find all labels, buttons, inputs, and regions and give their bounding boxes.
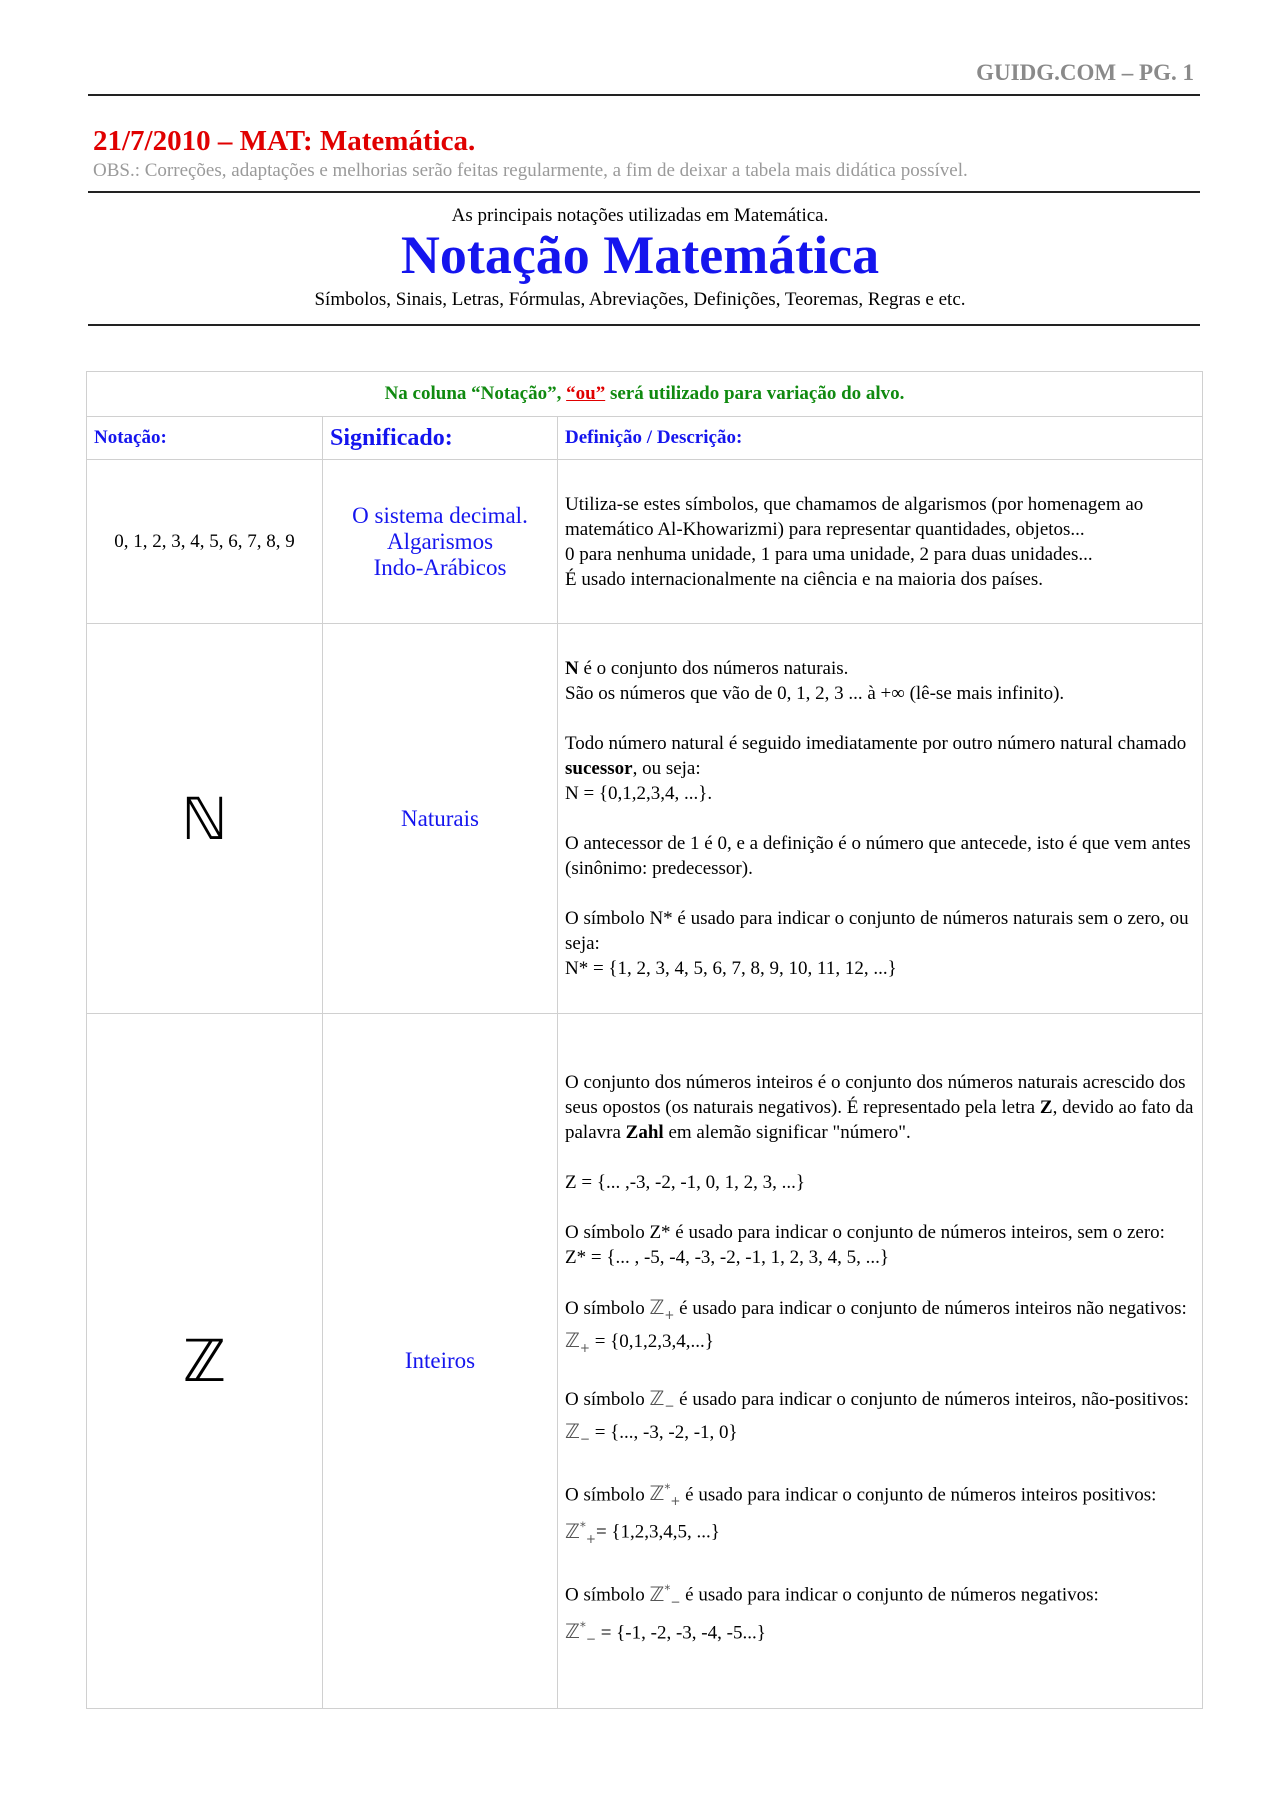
header-description: Definição / Descrição: — [558, 417, 1203, 460]
table-row — [87, 1014, 1203, 1709]
sub-sign: − — [579, 1431, 590, 1446]
description-cell — [558, 460, 1203, 624]
desc-text: , devido ao fato da palavra — [565, 1096, 1194, 1143]
date-title: 21/7/2010 – MAT: Matemática. — [93, 125, 476, 157]
desc-text: O símbolo — [565, 1584, 650, 1606]
desc-paragraph — [565, 1220, 1195, 1270]
desc-text: é o conjunto dos números naturais. — [578, 658, 849, 679]
z-letter: ℤ — [565, 1519, 580, 1543]
desc-text: = {-1, -2, -3, -4, -5...} — [595, 1622, 766, 1644]
notation-digits: 0, 1, 2, 3, 4, 5, 6, 7, 8, 9 — [114, 531, 295, 552]
desc-text: é usado para indicar o conjunto de números inteiros positivos: — [680, 1484, 1157, 1506]
desc-text: , ou seja: — [632, 758, 701, 779]
desc-text: é usado para indicar o conjunto de números inteiros, não-positivos: — [674, 1388, 1189, 1410]
meaning-line: Indo-Arábicos — [373, 554, 507, 580]
notation-cell — [87, 1014, 323, 1709]
obs-note: OBS.: Correções, adaptações e melhorias serão feitas regularmente, a fim de deixar a tabela mais didática possível. — [93, 160, 968, 181]
meaning-label: Inteiros — [404, 1348, 476, 1373]
z-minus-star-symbol — [649, 1581, 681, 1609]
desc-text: O símbolo Z* é usado para indicar o conjunto de números inteiros, sem o zero: — [565, 1221, 1165, 1243]
banner-ou: “ou” — [566, 383, 606, 404]
sub-sign: − — [664, 1398, 675, 1413]
subtitle-text: Símbolos, Sinais, Letras, Fórmulas, Abreviações, Definições, Teoremas, Regras e etc. — [314, 289, 966, 310]
desc-paragraph — [565, 1386, 1195, 1452]
integers-symbol: ℤ — [182, 1327, 227, 1395]
desc-text: é usado para indicar o conjunto de números inteiros não negativos: — [674, 1297, 1187, 1319]
desc-text: O símbolo — [565, 1388, 650, 1410]
z-letter: ℤ — [649, 1385, 665, 1410]
z-minus-symbol — [649, 1385, 675, 1413]
desc-paragraph — [565, 906, 1195, 981]
table-header-row — [87, 417, 1203, 460]
z-minus-symbol — [565, 1418, 590, 1446]
sub-sign: − — [585, 1632, 596, 1647]
notation-table — [86, 371, 1203, 1709]
desc-text: O antecessor de 1 é 0, e a definição é o número que antecede, isto é que vem antes (sinônimo: predecessor). — [565, 833, 1191, 879]
page-title: Notação Matemática — [400, 225, 880, 285]
banner-text-b: será utilizado para variação do alvo. — [605, 383, 905, 404]
table-row — [87, 460, 1203, 624]
desc-paragraph — [565, 1477, 1195, 1552]
desc-text: Todo número natural é seguido imediatamente por outro número natural chamado — [565, 733, 1187, 754]
bold-term: sucessor — [565, 758, 633, 779]
sub-sign: + — [664, 1307, 675, 1322]
desc-text: é usado para indicar o conjunto de números negativos: — [680, 1584, 1099, 1606]
sup-star: * — [579, 1619, 586, 1634]
z-plus-symbol — [565, 1327, 590, 1355]
table-banner — [87, 372, 1203, 417]
divider — [88, 191, 1200, 193]
sup-star: * — [579, 1519, 586, 1534]
z-letter: ℤ — [565, 1418, 580, 1443]
z-letter: ℤ — [649, 1481, 665, 1506]
z-letter: ℤ — [649, 1294, 665, 1319]
sup-star: * — [664, 1481, 671, 1496]
desc-text: = {..., -3, -2, -1, 0} — [589, 1421, 738, 1443]
notation-cell — [87, 624, 323, 1014]
sub-sign: + — [585, 1532, 596, 1546]
description-cell — [558, 624, 1203, 1014]
meaning-line: Algarismos — [386, 528, 494, 554]
z-minus-star-symbol — [565, 1619, 596, 1647]
desc-text: O símbolo — [565, 1484, 650, 1506]
desc-text: N = {0,1,2,3,4, ...}. — [565, 783, 713, 804]
z-plus-symbol — [649, 1294, 675, 1322]
desc-text: = {0,1,2,3,4,...} — [589, 1330, 714, 1352]
desc-text: N* = {1, 2, 3, 4, 5, 6, 7, 8, 9, 10, 11, 12, ...} — [565, 958, 897, 979]
desc-text: em alemão significar "número". — [663, 1121, 911, 1143]
meaning-line: O sistema decimal. — [352, 502, 528, 528]
sub-sign: − — [670, 1594, 681, 1609]
desc-text: Z = {... ,-3, -2, -1, 0, 1, 2, 3, ...} — [565, 1171, 806, 1193]
desc-paragraph — [565, 656, 1195, 706]
header-notation: Notação: — [87, 417, 323, 460]
naturals-symbol: ℕ — [181, 784, 228, 853]
sub-sign: + — [579, 1340, 590, 1355]
z-plus-star-symbol — [649, 1481, 681, 1509]
z-letter: ℤ — [565, 1327, 580, 1352]
header-meaning: Significado: — [323, 417, 558, 460]
bold-term: Zahl — [625, 1121, 664, 1143]
z-letter: ℤ — [649, 1581, 665, 1606]
table-banner-row — [87, 372, 1203, 417]
banner-text-a: Na coluna “Notação”, — [384, 383, 567, 404]
desc-line: É usado internacionalmente na ciência e na maioria dos países. — [565, 568, 1043, 590]
desc-text: O conjunto dos números inteiros é o conjunto dos números naturais acrescido dos seus opostos (os naturais negativos). É representado pela letra — [565, 1071, 1186, 1118]
desc-paragraph — [565, 731, 1195, 806]
meaning-cell — [323, 1014, 558, 1709]
z-plus-star-symbol — [565, 1519, 596, 1546]
intro-text: As principais notações utilizadas em Matemática. — [451, 205, 829, 226]
desc-text: O símbolo — [565, 1297, 650, 1319]
desc-text: O símbolo N* é usado para indicar o conjunto de números naturais sem o zero, ou seja: — [565, 908, 1189, 954]
desc-text: São os números que vão de 0, 1, 2, 3 ... à +∞ (lê-se mais infinito). — [565, 683, 1065, 704]
desc-line: 0 para nenhuma unidade, 1 para uma unidade, 2 para duas unidades... — [565, 543, 1093, 565]
desc-paragraph — [565, 1295, 1195, 1361]
meaning-cell — [323, 624, 558, 1014]
page-header — [88, 60, 1200, 96]
bold-term: N — [565, 658, 579, 679]
desc-text: Z* = {... , -5, -4, -3, -2, -1, 1, 2, 3, 4, 5, ...} — [565, 1246, 889, 1268]
notation-cell — [87, 460, 323, 624]
desc-text: = {1,2,3,4,5, ...} — [595, 1522, 720, 1543]
desc-paragraph — [565, 1170, 1195, 1195]
z-letter: ℤ — [565, 1619, 580, 1644]
page-label: GUIDG.COM – PG. 1 — [976, 60, 1194, 85]
meaning-label: Naturais — [401, 805, 479, 831]
description-cell — [558, 1014, 1203, 1709]
divider — [88, 324, 1200, 326]
bold-term: Z — [1039, 1096, 1053, 1118]
meaning-cell — [323, 460, 558, 624]
table-row — [87, 624, 1203, 1014]
desc-line: Utiliza-se estes símbolos, que chamamos de algarismos (por homenagem ao matemático Al-Khowarizmi) para representar quantidades, objetos... — [565, 493, 1144, 540]
sup-star: * — [664, 1582, 671, 1596]
desc-paragraph — [565, 1577, 1195, 1652]
sub-sign: + — [670, 1494, 681, 1509]
desc-paragraph — [565, 1070, 1195, 1145]
desc-paragraph — [565, 831, 1195, 881]
